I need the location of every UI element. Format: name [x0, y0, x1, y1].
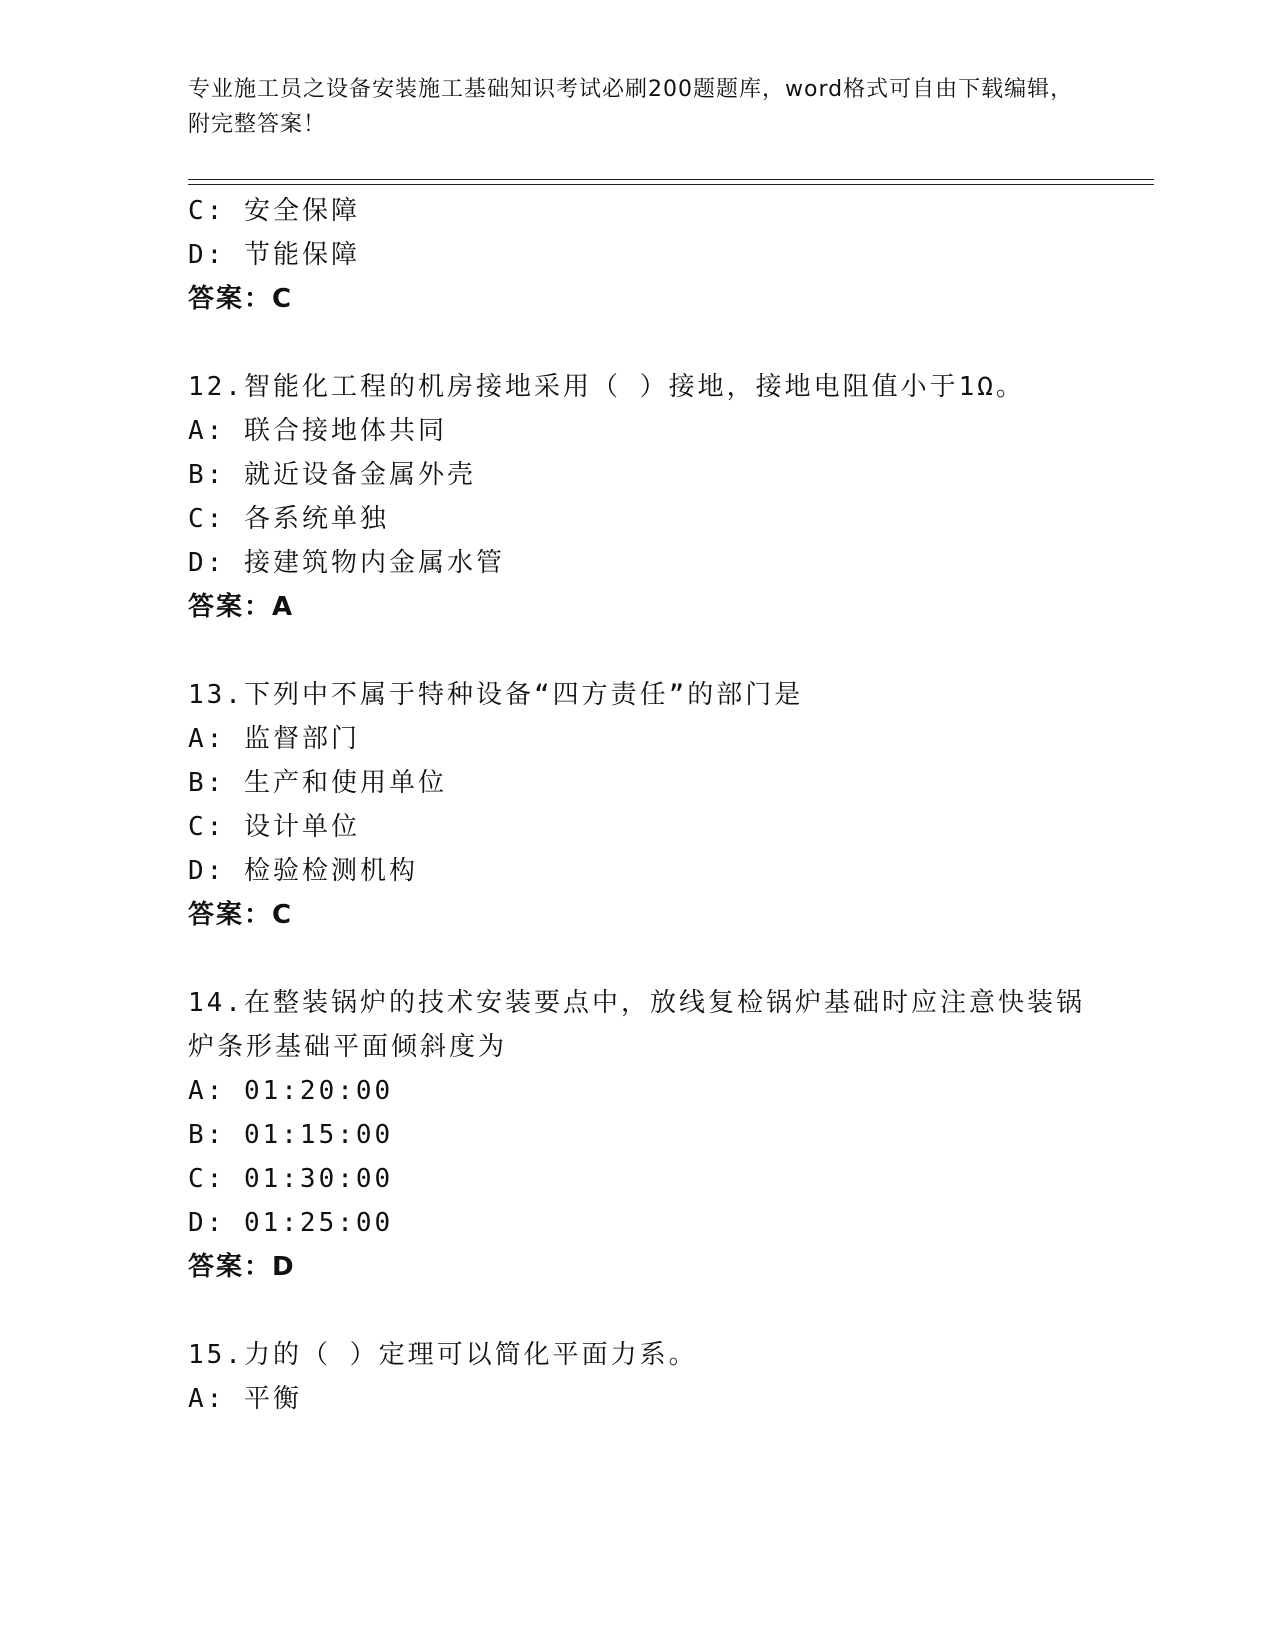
q11-option-c: C: 安全保障	[188, 196, 360, 226]
q14-option-c: C: 01:30:00	[188, 1164, 394, 1194]
q12-option-d: D: 接建筑物内金属水管	[188, 548, 505, 578]
q13-option-c: C: 设计单位	[188, 812, 360, 842]
q12-question: 12.智能化工程的机房接地采用（ ）接地，接地电阻值小于1Ω。	[188, 372, 1025, 402]
q12-answer: 答案：A	[188, 592, 295, 622]
q13-answer: 答案：C	[188, 900, 294, 930]
q15-question: 15.力的（ ）定理可以简化平面力系。	[188, 1340, 698, 1370]
q13-option-d: D: 检验检测机构	[188, 856, 418, 886]
q13-question: 13.下列中不属于特种设备“四方责任”的部门是	[188, 680, 804, 710]
q11-option-d: D: 节能保障	[188, 240, 360, 270]
q14-option-b: B: 01:15:00	[188, 1120, 394, 1150]
q15-option-a: A: 平衡	[188, 1384, 302, 1414]
q14-option-d: D: 01:25:00	[188, 1208, 394, 1238]
header-divider-top	[188, 179, 1154, 180]
q14-answer: 答案：D	[188, 1252, 296, 1282]
q13-option-b: B: 生产和使用单位	[188, 768, 447, 798]
q14-option-a: A: 01:20:00	[188, 1076, 394, 1106]
q12-option-b: B: 就近设备金属外壳	[188, 460, 476, 490]
q12-option-a: A: 联合接地体共同	[188, 416, 447, 446]
q14-question-line1: 14.在整装锅炉的技术安装要点中，放线复检锅炉基础时应注意快装锅	[188, 988, 1085, 1018]
q13-option-a: A: 监督部门	[188, 724, 360, 754]
q12-option-c: C: 各系统单独	[188, 504, 389, 534]
q14-question-line2: 炉条形基础平面倾斜度为	[188, 1032, 508, 1062]
header-divider-bottom	[188, 184, 1154, 185]
q11-answer: 答案：C	[188, 284, 294, 314]
document-header: 专业施工员之设备安装施工基础知识考试必刷200题题库，word格式可自由下载编辑，附完整答案！	[188, 77, 1074, 137]
